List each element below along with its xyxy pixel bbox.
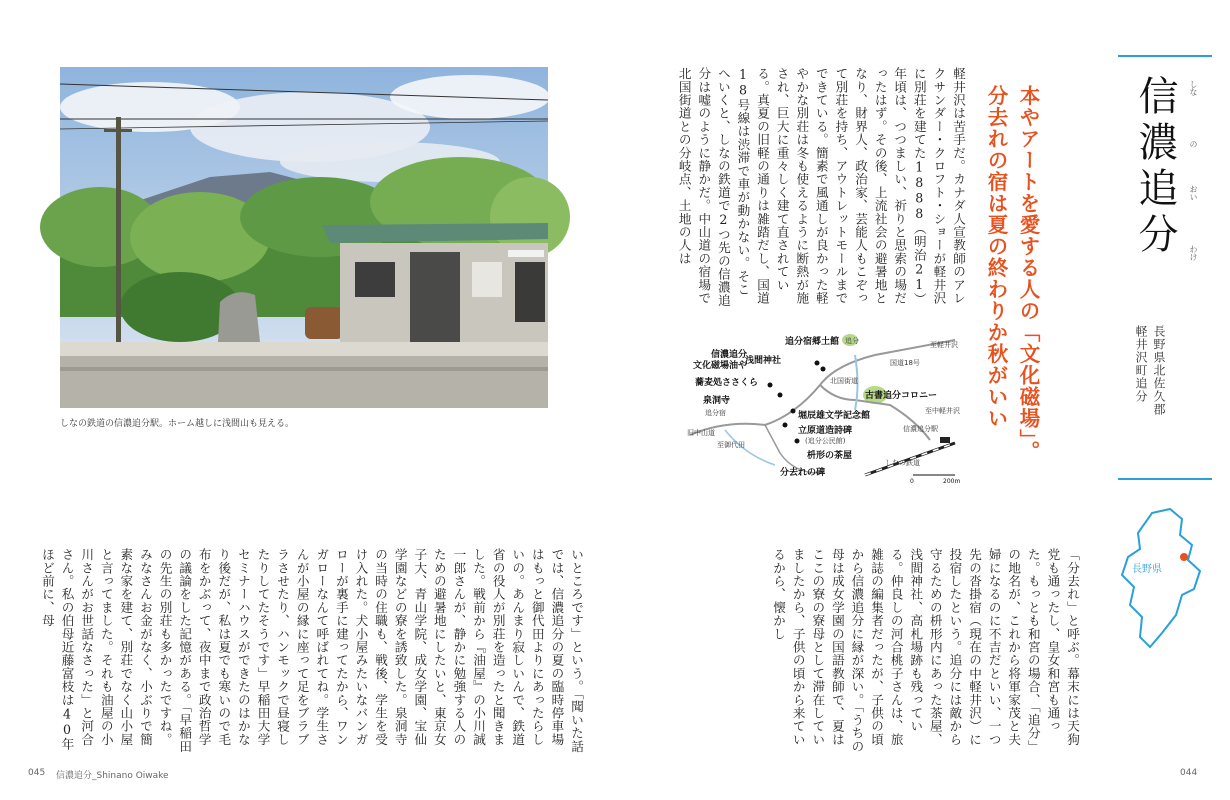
headline-line-2: 分去れの宿は夏の終わりか秋がいい: [984, 85, 1008, 429]
page-title: 信濃追分: [1132, 75, 1178, 259]
map-label-tachihara: 立原道造詩碑: [798, 426, 853, 436]
map-scale-200: 200m: [943, 478, 961, 485]
map-label-colony: 古書追分コロニー: [865, 391, 938, 401]
title-ruby-3: おい: [1189, 185, 1198, 201]
map-label-to-karuizawa: 至軽井沢: [930, 341, 958, 349]
map-label-oiwake: 追分: [845, 337, 859, 345]
map-label-masugata: 枡形の茶屋: [807, 451, 853, 461]
body-text-top: 軽井沢は苦手だ。カナダ人宣教師のアレクサンダー・クロフト・ショーが軽井沢に別荘を建てた1888（明治21）年頃は、つつましい、祈りと思索の場だったはず。その後、上流社会の避暑地となり、財界人、政治家、芸能人もこぞって別荘を持ち、アウトレットモールまでできている。簡素で風通しが良かった軽やかな別荘は冬も使えるように断熱が施され、巨大に重々しく建て直されている。真夏の旧軽の通りは雑踏だし、国道18号線は渋滞で車が動かない。そこへいくと、しなの鉄道で2つ先の信濃追分は嘘のように静かだ。中山道の宿場で北国街道との分岐点、土地の人は: [676, 67, 966, 307]
area-map: [685, 325, 975, 485]
folio-right-number: 044: [1180, 768, 1198, 778]
map-label-hokkoku: 北国街道: [830, 377, 858, 385]
rule-top: [1118, 55, 1212, 57]
folio-left-title: 信濃追分_Shinano Oiwake: [56, 771, 169, 781]
title-ruby-1: しな: [1189, 80, 1198, 96]
map-label-asama: 浅間神社: [745, 356, 782, 366]
nagano-inset-map: [1112, 505, 1217, 655]
map-label-route18: 国道18号: [890, 359, 920, 367]
map-label-wakare: 分去れの碑: [780, 468, 826, 478]
map-label-kyodokan: 追分宿郷土館: [785, 337, 840, 347]
map-label-station: 信濃追分駅: [903, 425, 938, 433]
map-label-hori: 堀辰雄文学記念館: [798, 411, 871, 421]
title-ruby-2: の: [1189, 140, 1198, 148]
body-text-bottom-left: いところです」という。「聞いた話では、信濃追分の夏の臨時停車場はもっと御代田よりにあったらしいの。あんまり寂しいんで、鉄道省の役人が別荘を造ったと聞きました。戦前から『油屋』の小川誠一郎さんが、静かに勉強する人のための避暑地にしたいと、東京女子大、青山学院、成女学園、宝仙学園などの寮を誘致した。泉洞寺の当時の住職も、戦後、学生を受け入れた。犬小屋みたいなバンガローが裏手に建ってたから、ワンガローなんて呼ばれてね。学生さんが小屋の縁に座って足をブラブラさせたり、ハンモックで昼寝したりしてたそうです」早稲田大学セミナーハウスができたのはかなり後だが、私は夏でも寒いので毛布をかぶって、夜中まで政治哲学の議論をした記憶がある。「早稲田の先生の別荘も多かったですね。みなさんお金がなく、小ぶりで簡素な家を建て、別荘でなく山小屋と言ってました。それも油屋の小川さんがお世話なさった」と河合さん。私の伯母近藤富枝は40年ほど前に、母: [39, 548, 584, 753]
body-text-bottom-right: 「分去れ」と呼ぶ。幕末には天狗党も通ったし、皇女和宮も通った。もっとも和宮の場合、「追分」の地名が、これから将軍家茂と夫婦になるのに不吉だといい、一つ先の沓掛宿（現在の中軽井沢）に投宿したという。追分には敵から守るための枡形内にあった茶屋、浅間神社、高札場跡も残っている。仲良しの河合桃子さんは、旅雑誌の編集者だったが、子供の頃から信濃追分に縁が深い。「うちの母は成女学園の国語教師で、夏はここの寮の寮母として滞在していましたから、子供の頃から来ているから、懐かし: [771, 548, 1080, 753]
location-marker-icon: [1180, 553, 1188, 561]
map-label-kyuchu: 旧中山道: [687, 429, 715, 437]
station-sign: [508, 250, 544, 257]
headline-line-1: 本やアートを愛する人の「文化磁場」。: [1016, 85, 1040, 462]
map-label-to-miyota: 至御代田: [717, 441, 745, 449]
rule-bottom: [1118, 478, 1212, 480]
map-label-shinano: 信濃追分: [711, 350, 748, 360]
map-label-railway: しなの鉄道: [885, 459, 920, 467]
folio-left-number: 045: [28, 768, 46, 778]
photo-caption: しなの鉄道の信濃追分駅。ホーム越しに浅間山も見える。: [60, 419, 295, 429]
location-line-1: 長野県北佐久郡: [1152, 325, 1166, 416]
map-label-bunkajiba: 文化磁場油や: [693, 361, 748, 371]
map-label-oiwakejuku: 追分宿: [705, 409, 726, 417]
station-photo: [60, 67, 548, 408]
map-label-soba: 蕎麦処ささくら: [695, 378, 759, 388]
map-label-sento: 泉洞寺: [703, 396, 731, 406]
map-label-to-naka: 至中軽井沢: [925, 407, 960, 415]
map-scale-0: 0: [910, 478, 914, 485]
title-ruby-4: わけ: [1189, 245, 1198, 261]
map-label-tachihara-sub: (追分公民館): [805, 437, 846, 445]
inset-map-label: 長野県: [1132, 564, 1162, 575]
location-line-2: 軽井沢町追分: [1134, 325, 1148, 403]
